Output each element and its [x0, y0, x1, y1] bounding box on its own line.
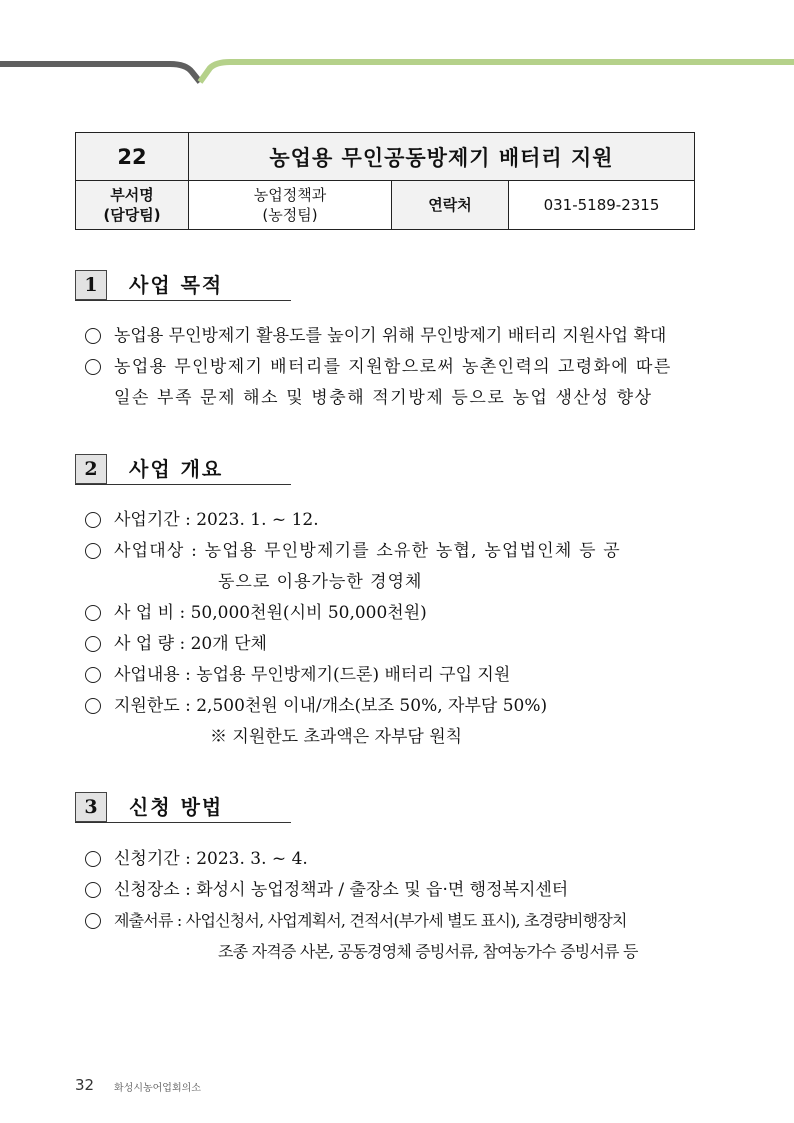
- circle-bullet-icon: [85, 636, 101, 652]
- list-item-continuation: 동으로 이용가능한 경영체: [218, 572, 423, 592]
- list-item: 신청기간 : 2023. 3. ~ 4.: [114, 849, 308, 869]
- list-item-continuation: 일손 부족 문제 해소 및 병충해 적기방제 등으로 농업 생산성 향상: [114, 388, 653, 408]
- circle-bullet-icon: [85, 605, 101, 621]
- list-item: 사 업 비 : 50,000천원(시비 50,000천원): [114, 603, 427, 623]
- circle-bullet-icon: [85, 667, 101, 683]
- section-title: 사업 목적: [129, 273, 224, 297]
- list-item-continuation: 조종 자격증 사본, 공동경영체 증빙서류, 참여농가수 증빙서류 등: [218, 942, 638, 961]
- circle-bullet-icon: [85, 913, 101, 929]
- list-item: 사 업 량 : 20개 단체: [114, 634, 267, 654]
- dept-value: 농업정책과 (농정팀): [189, 181, 392, 230]
- section-heading-application: [75, 792, 291, 824]
- list-item: 사업대상 : 농업용 무인방제기를 소유한 농협, 농업법인체 등 공: [114, 541, 621, 561]
- list-item: 사업기간 : 2023. 1. ~ 12.: [114, 510, 319, 530]
- dept-label: 부서명 (담당팀): [76, 181, 189, 230]
- section-heading-overview: [75, 454, 291, 486]
- note-text: ※ 지원한도 초과액은 자부담 원칙: [210, 727, 463, 747]
- section-rule: [75, 822, 291, 823]
- section-title: 사업 개요: [129, 457, 224, 481]
- circle-bullet-icon: [85, 882, 101, 898]
- circle-bullet-icon: [85, 698, 101, 714]
- program-info-table: [75, 132, 695, 230]
- circle-bullet-icon: [85, 851, 101, 867]
- list-item: 신청장소 : 화성시 농업정책과 / 출장소 및 읍·면 행정복지센터: [114, 880, 569, 900]
- list-item: 농업용 무인방제기 활용도를 높이기 위해 무인방제기 배터리 지원사업 확대: [114, 326, 667, 346]
- program-title: 농업용 무인공동방제기 배터리 지원: [189, 133, 695, 181]
- program-number: 22: [76, 133, 189, 181]
- list-item: 농업용 무인방제기 배터리를 지원함으로써 농촌인력의 고령화에 따른: [114, 357, 672, 377]
- header-decoration: [0, 0, 794, 90]
- section-rule: [75, 300, 291, 301]
- section-title: 신청 방법: [129, 795, 224, 819]
- circle-bullet-icon: [85, 328, 101, 344]
- circle-bullet-icon: [85, 512, 101, 528]
- contact-value: 031-5189-2315: [509, 181, 695, 230]
- list-item: 지원한도 : 2,500천원 이내/개소(보조 50%, 자부담 50%): [114, 696, 548, 716]
- list-item: 사업내용 : 농업용 무인방제기(드론) 배터리 구입 지원: [114, 665, 511, 685]
- section-number: 3: [75, 792, 107, 822]
- section-heading-purpose: [75, 270, 291, 302]
- footer-organization: 화성시농어업회의소: [114, 1083, 201, 1094]
- section-number: 2: [75, 454, 107, 484]
- section-number: 1: [75, 270, 107, 300]
- page-number: 32: [75, 1076, 95, 1094]
- circle-bullet-icon: [85, 359, 101, 375]
- contact-label: 연락처: [392, 181, 509, 230]
- circle-bullet-icon: [85, 543, 101, 559]
- section-rule: [75, 484, 291, 485]
- list-item: 제출서류 : 사업신청서, 사업계획서, 견적서(부가세 별도 표시), 초경량비행장치: [114, 911, 627, 930]
